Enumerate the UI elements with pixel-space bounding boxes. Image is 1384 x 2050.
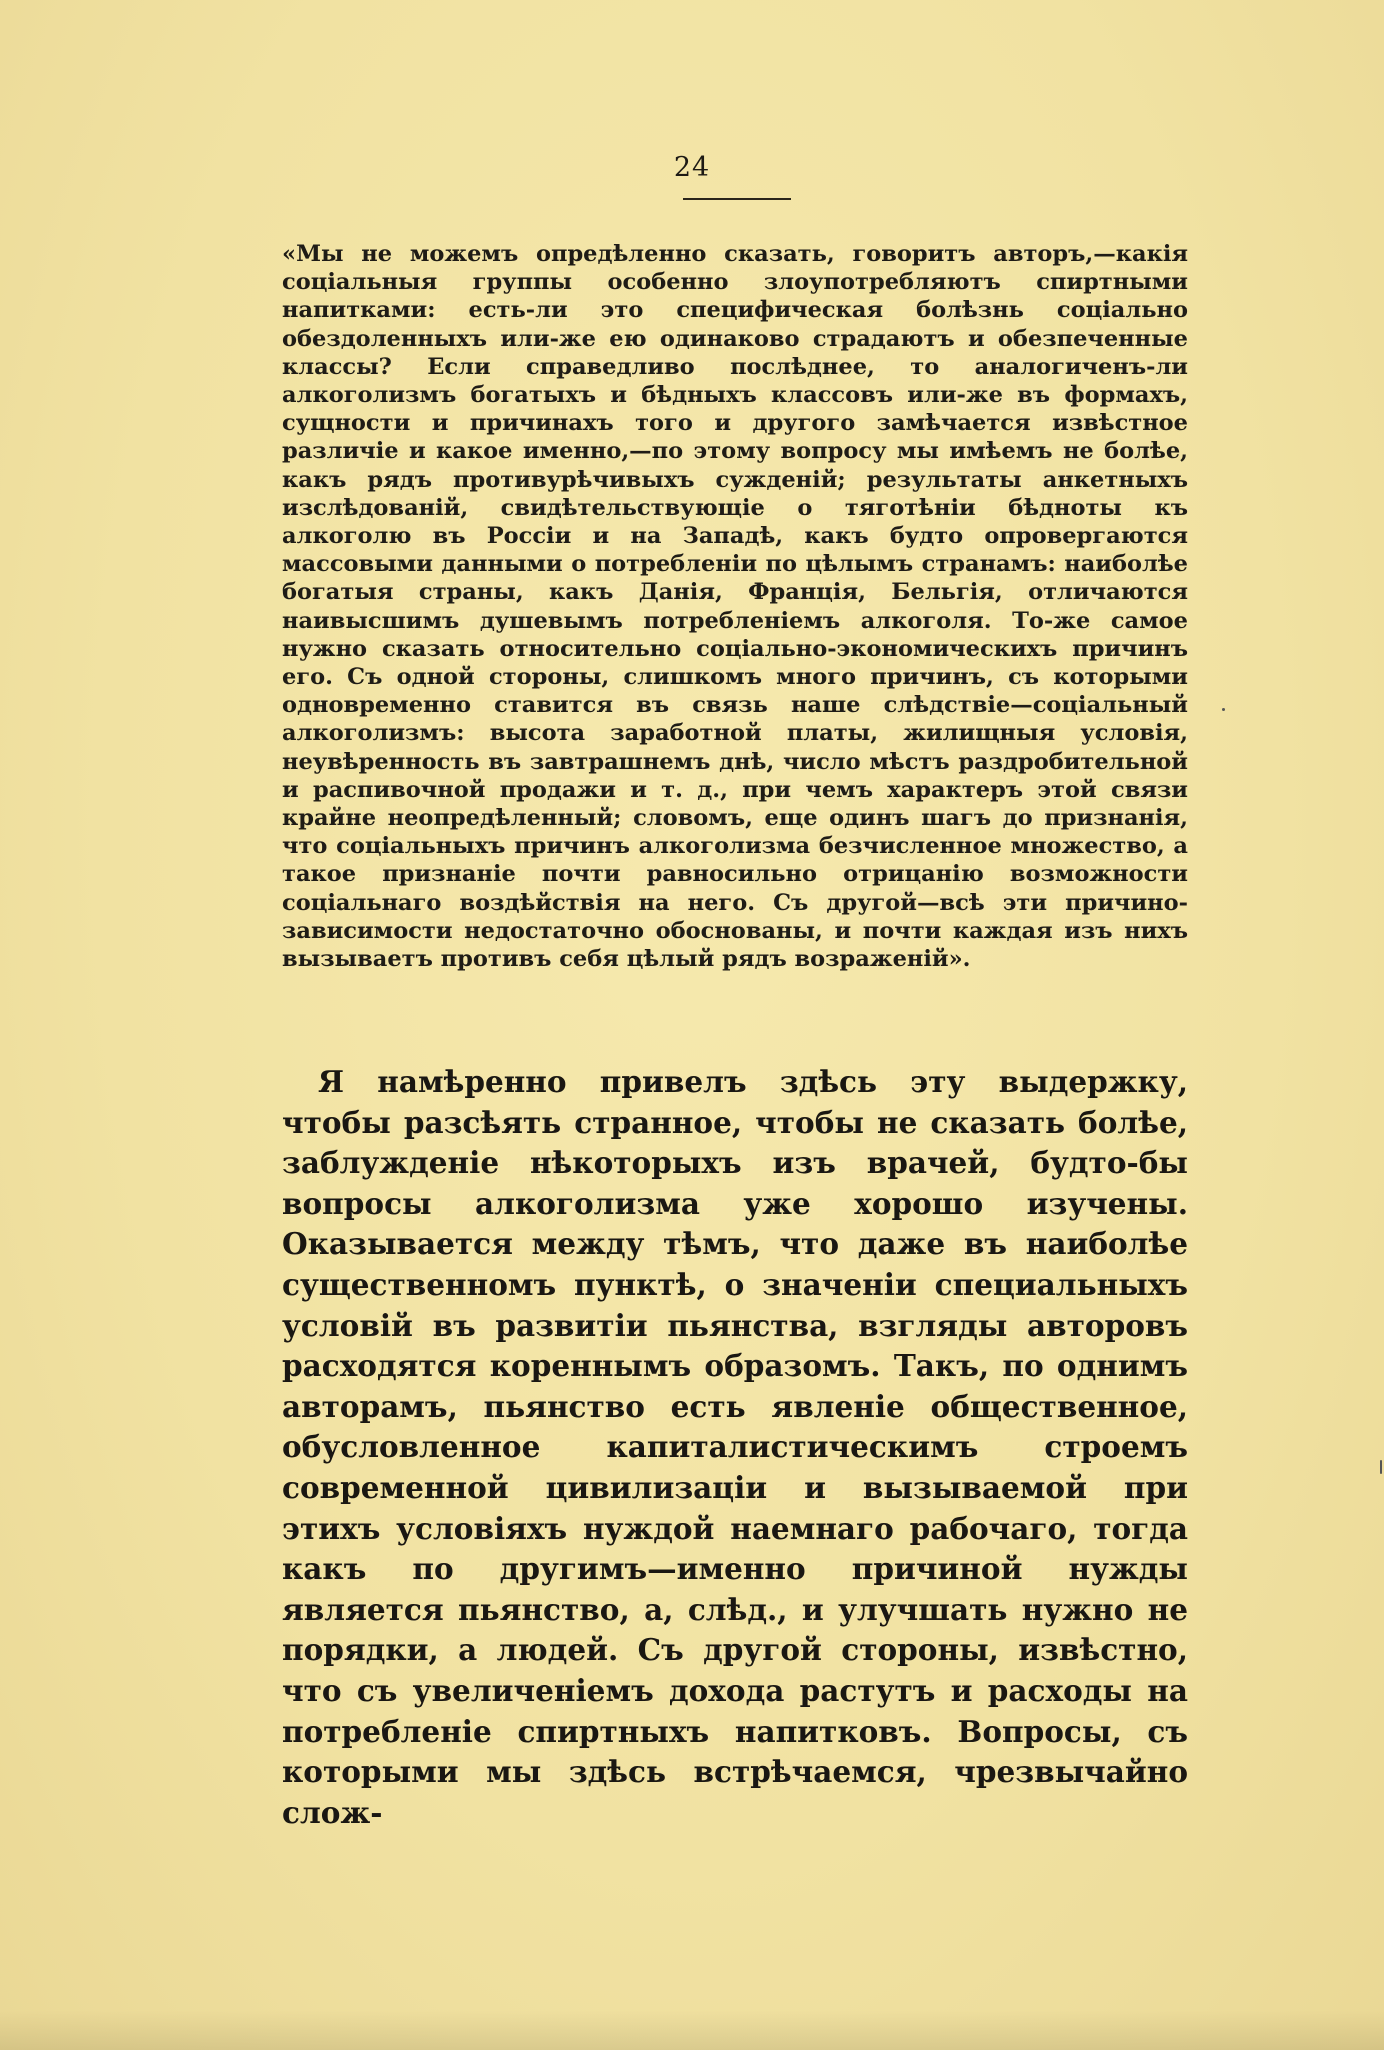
page-number: 24 (673, 152, 711, 183)
paper-speck (1222, 708, 1225, 711)
header-rule (683, 198, 791, 200)
page-bottom-shadow (0, 2010, 1384, 2050)
paper-speck (1380, 1460, 1382, 1474)
body-paragraph: Я намѣренно привелъ здѣсь эту выдержку, чтобы разсѣять странное, чтобы не сказать болѣе, заблужденіе нѣкоторыхъ изъ врачей, будто-бы вопросы алкоголизма уже хорошо изучены. Оказывается между тѣмъ, что даже въ наиболѣе существенномъ пунктѣ, о значеніи специальныхъ условій въ развитіи пьянства, взгляды авторовъ расходятся кореннымъ образомъ. Такъ, по однимъ авторамъ, пьянство есть явленіе общественное, обусловленное капиталистическимъ строемъ современной цивилизаціи и вызываемой при этихъ условіяхъ нуждой наемнаго рабочаго, тогда какъ по другимъ—именно причиной нужды является пьянство, а, слѣд., и улучшать нужно не порядки, а людей. Съ другой стороны, извѣстно, что съ увеличеніемъ дохода растутъ и расходы на потребленіе спиртныхъ напитковъ. Вопросы, съ которыми мы здѣсь встрѣчаемся, чрезвычайно слож- (282, 1064, 1188, 1830)
quote-paragraph: «Мы не можемъ опредѣленно сказать, говоритъ авторъ,—какія соціальныя группы особенно злоупотребляютъ спиртными напитками: есть-ли это специфическая болѣзнь соціально обездоленныхъ или-же ею одинаково страдаютъ и обезпеченные классы? Если справедливо послѣднее, то аналогиченъ-ли алкоголизмъ богатыхъ и бѣдныхъ классовъ или-же въ формахъ, сущности и причинахъ того и другого замѣчается извѣстное различіе и какое именно,—по этому вопросу мы имѣемъ не болѣе, какъ рядъ противурѣчивыхъ сужденій; результаты анкетныхъ изслѣдованій, свидѣтельствующіе о тяготѣніи бѣдноты къ алкоголю въ Россіи и на Западѣ, какъ будто опровергаются массовыми данными о потребленіи по цѣлымъ странамъ: наиболѣе богатыя страны, какъ Данія, Франція, Бельгія, отличаются наивысшимъ душевымъ потребленіемъ алкоголя. То-же самое нужно сказать относительно соціально-экономическихъ причинъ его. Съ одной стороны, слишкомъ много причинъ, съ которыми одновременно ставится въ связь наше слѣдствіе—соціальный алкоголизмъ: высота заработной платы, жилищныя условія, неувѣренность въ завтрашнемъ днѣ, число мѣстъ раздробительной и распивочной продажи и т. д., при чемъ характеръ этой связи крайне неопредѣленный; словомъ, еще одинъ шагъ до признанія, что соціальныхъ причинъ алкоголизма безчисленное множество, а такое признаніе почти равносильно отрицанію возможности соціальнаго воздѣйствія на него. Съ другой—всѣ эти причино-зависимости недостаточно обоснованы, и почти каждая изъ нихъ вызываетъ противъ себя цѣлый рядъ возраженій». (282, 241, 1188, 973)
quoted-passage (282, 240, 1188, 973)
body-text (282, 1062, 1188, 1833)
